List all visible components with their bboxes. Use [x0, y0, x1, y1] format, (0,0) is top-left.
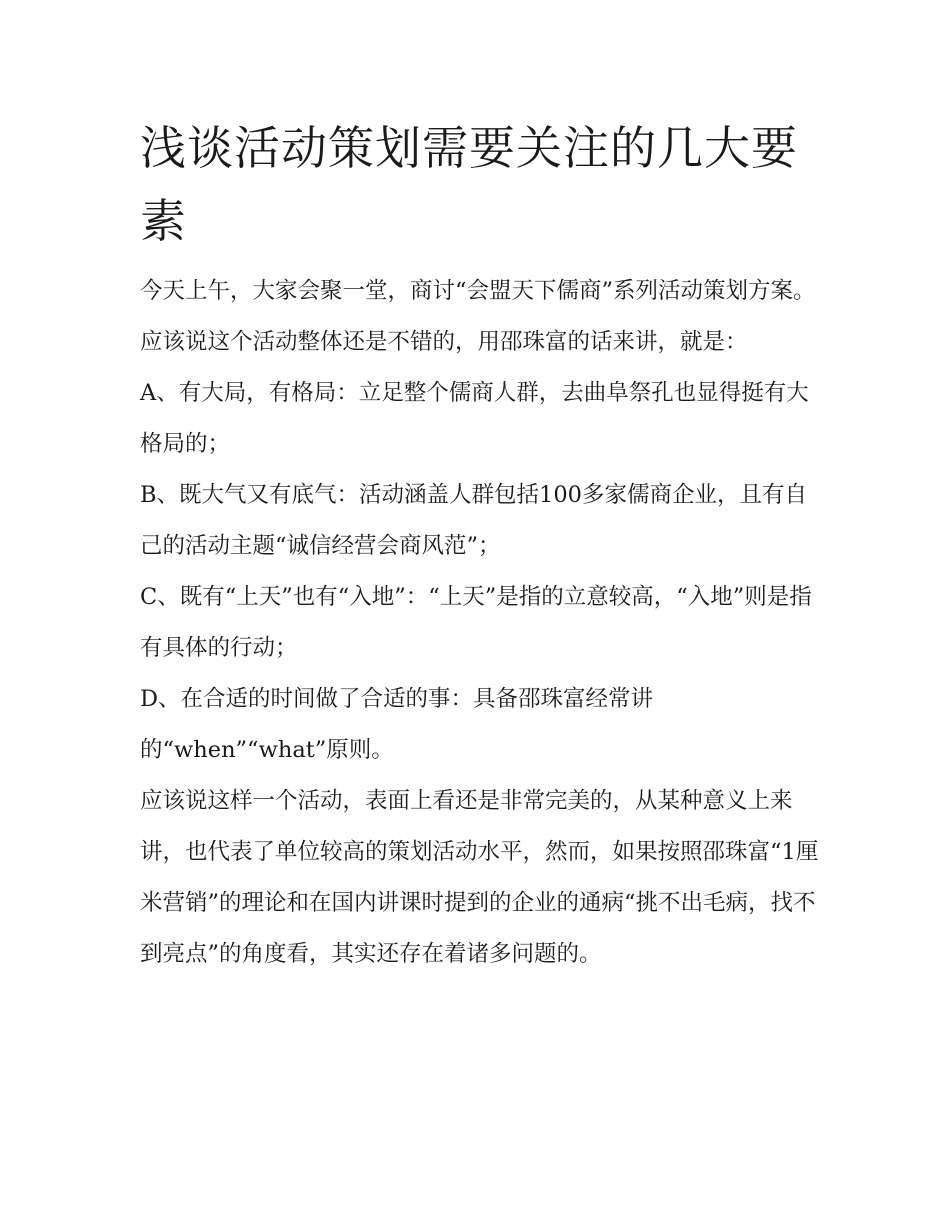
paragraph-conclusion: 应该说这样一个活动，表面上看还是非常完美的，从某种意义上来讲，也代表了单位较高的策划活动水平，然而，如果按照邵珠富“1厘米营销”的理论和在国内讲课时提到的企业的通病“挑不出毛病，找不到亮点”的角度看，其实还存在着诸多问题的。	[140, 788, 819, 967]
paragraph-point-c: C、既有“上天”也有“入地”：“上天”是指的立意较高，“入地”则是指有具体的行动；	[140, 584, 812, 661]
paragraph-point-a: A、有大局，有格局：立足整个儒商人群，去曲阜祭孔也显得挺有大格局的；	[140, 380, 809, 457]
paragraph-point-d: D、在合适的时间做了合适的事：具备邵珠富经常讲的“when”“what”原则。	[140, 686, 654, 763]
article-body	[140, 112, 820, 980]
paragraph-point-b: B、既大气又有底气：活动涵盖人群包括100多家儒商企业，且有自己的活动主题“诚信经营会商风范”；	[140, 482, 807, 559]
paragraph-intro: 今天上午，大家会聚一堂，商讨“会盟天下儒商”系列活动策划方案。应该说这个活动整体还是不错的，用邵珠富的话来讲，就是：	[140, 278, 816, 355]
article-title: 浅谈活动策划需要关注的几大要素	[140, 121, 798, 248]
